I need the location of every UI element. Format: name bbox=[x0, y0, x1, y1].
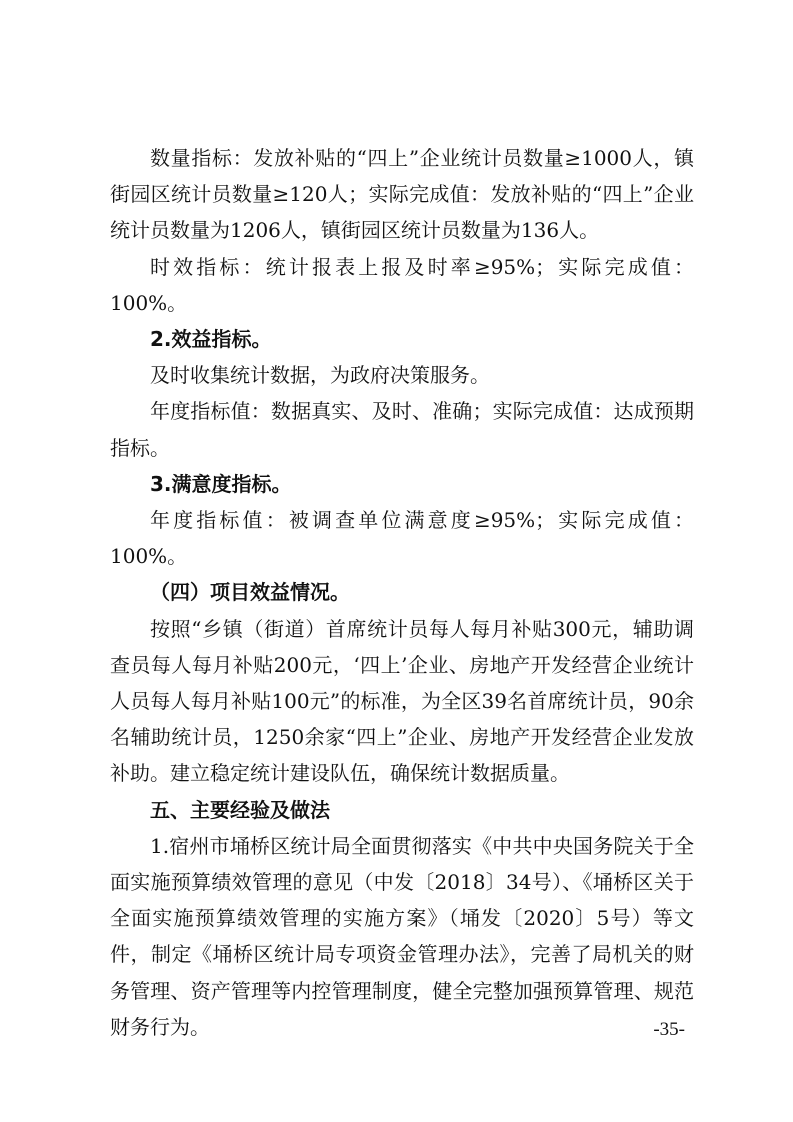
heading-main-experience: 五、主要经验及做法 bbox=[150, 797, 330, 822]
paragraph-benefit-description: 及时收集统计数据，为政府决策服务。 bbox=[150, 363, 490, 388]
page-number: -35- bbox=[653, 1019, 685, 1040]
paragraph-timeliness-indicator: 时效指标：统计报表上报及时率≥95%；实际完成值：100%。 bbox=[110, 254, 694, 315]
paragraph-annual-target: 年度指标值：数据真实、及时、准确；实际完成值：达成预期指标。 bbox=[110, 399, 694, 460]
heading-benefit-indicator: 2.效益指标。 bbox=[150, 327, 272, 352]
heading-project-benefit: （四）项目效益情况。 bbox=[150, 580, 350, 605]
document-body bbox=[110, 140, 694, 1045]
paragraph-experience-1: 1.宿州市埇桥区统计局全面贯彻落实《中共中央国务院关于全面实施预算绩效管理的意见（中发〔2018〕34号）、《埇桥区关于全面实施预算绩效管理的实施方案》（埇发〔2020〕5号）等文件，制定《埇桥区统计局专项资金管理办法》，完善了局机关的财务管理、资产管理等内控管理制度，健全完整加强预算管理、规范财务行为。 bbox=[110, 833, 694, 1039]
paragraph-quantity-indicator: 数量指标：发放补贴的“四上”企业统计员数量≥1000人，镇街园区统计员数量≥120人；实际完成值：发放补贴的“四上”企业统计员数量为1206人，镇街园区统计员数量为136人。 bbox=[110, 146, 694, 243]
heading-satisfaction-indicator: 3.满意度指标。 bbox=[150, 471, 292, 496]
paragraph-satisfaction-target: 年度指标值：被调查单位满意度≥95%；实际完成值：100%。 bbox=[110, 508, 694, 569]
paragraph-project-benefit: 按照“乡镇（街道）首席统计员每人每月补贴300元，辅助调查员每人每月补贴200元，‘四上’企业、房地产开发经营企业统计人员每人每月补贴100元”的标准，为全区39名首席统计员，90余名辅助统计员，1250余家“四上”企业、房地产开发经营企业发放补助。建立稳定统计建设队伍，确保统计数据质量。 bbox=[110, 616, 694, 786]
